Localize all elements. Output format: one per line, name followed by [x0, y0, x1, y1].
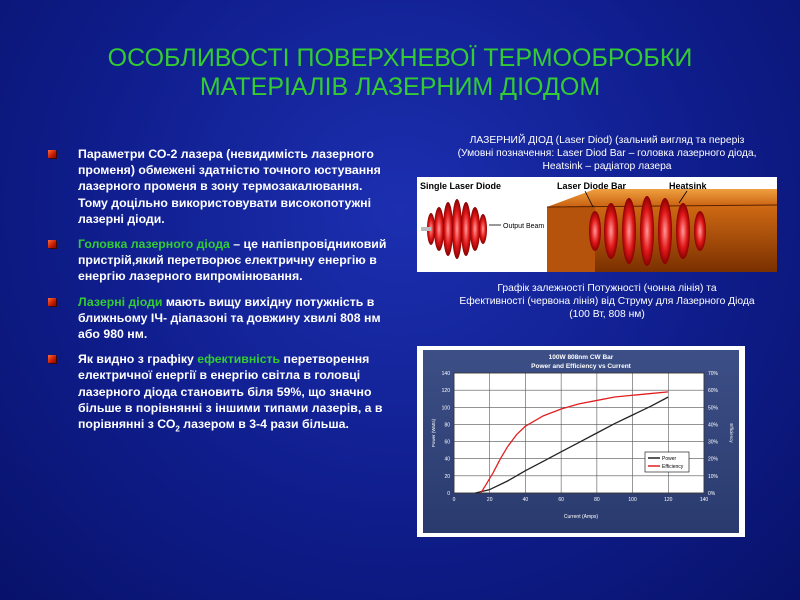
y-tick-label: 120: [441, 388, 450, 395]
title-line-1: ОСОБЛИВОСТІ ПОВЕРХНЕВОЇ ТЕРМООБРОБКИ: [107, 44, 693, 72]
bullet-highlight: Головка лазерного діода: [78, 237, 230, 252]
legend-power-label: Power: [662, 456, 677, 462]
x-tick-label: 60: [558, 497, 564, 503]
title-line-2: МАТЕРІАЛІВ ЛАЗЕРНИМ ДІОДОМ: [199, 73, 601, 101]
chart-caption-line-2: Ефективності (червона лінія) від Струму для Лазерного Діода: [459, 296, 755, 307]
y2-tick-label: 20%: [708, 456, 719, 463]
legend-efficiency-label: Efficiency: [662, 464, 684, 470]
chart-frame: [417, 346, 745, 537]
y-axis-label: Power (Watts): [431, 418, 436, 448]
x-tick-label: 100: [628, 497, 637, 503]
bullet-item: [44, 146, 389, 227]
power-efficiency-chart: [417, 346, 745, 537]
y2-tick-label: 10%: [708, 473, 719, 480]
y-tick-label: 140: [441, 371, 450, 377]
bullet-text: Параметри СО-2 лазера (невидимість лазерного променя) обмежені здатністю точного юстування лазерного променя в зону термозакалювання. Тому доцільно використовувати високопотужні лазерні діоди.: [78, 147, 381, 226]
bullet-text: – це напівпровідниковий пристрій,який перетворює електричну енергію в енергію лазерного випромінювання.: [78, 237, 387, 284]
bullet-square-icon: [48, 150, 56, 158]
y-tick-label: 60: [444, 439, 450, 446]
x-tick-label: 0: [452, 497, 456, 503]
diode-caption-line-1: ЛАЗЕРНИЙ ДІОД (Laser Diod) (зальний вигляд та переріз: [469, 135, 745, 146]
bullet-item: [44, 294, 389, 343]
laser-bar-label: Laser Diode Bar: [557, 181, 627, 191]
y2-tick-label: 30%: [708, 439, 719, 446]
bullet-square-icon: [48, 240, 56, 248]
laser-diode-image: [417, 177, 777, 272]
x-tick-label: 80: [594, 497, 600, 503]
slide-title: [40, 44, 760, 102]
x-tick-label: 140: [699, 497, 709, 503]
chart-subtitle: Power and Efficiency vs Current: [531, 363, 631, 370]
bullet-square-icon: [48, 298, 56, 306]
chart-caption-line-3: (100 Вт, 808 нм): [569, 309, 645, 320]
bullet-highlight: ефективність: [197, 352, 281, 367]
y2-tick-label: 60%: [708, 388, 719, 395]
bullet-item: [44, 351, 389, 437]
bullet-list: [44, 146, 389, 447]
bullet-subscript: 2: [175, 424, 180, 434]
heatsink-label: Heatsink: [669, 181, 707, 191]
output-beam-label: Output Beam: [503, 223, 545, 230]
single-diode-label: Single Laser Diode: [420, 181, 502, 191]
y-tick-label: 0: [447, 491, 450, 497]
bullet-square-icon: [48, 355, 56, 363]
x-tick-label: 40: [522, 497, 529, 503]
y2-axis-label: Efficiency: [729, 423, 734, 443]
laser-diode-illustration: [417, 177, 777, 272]
x-axis-label: Current (Amps): [563, 514, 599, 520]
x-tick-label: 20: [486, 497, 493, 503]
y2-tick-label: 0%: [708, 491, 716, 497]
bullet-text: перетворення електричної енергії в енергію світла в головці лазерного діода становить біля 59%, що значно більше в порівнянні з іншими типами лазерів, а в порівнянні з СО: [78, 352, 383, 432]
diode-caption-line-3: Heatsink – радіатор лазера: [542, 161, 672, 172]
chart-caption-line-1: Графік залежності Потужності (чонна лінія) та: [497, 283, 717, 294]
diode-caption: [412, 134, 800, 173]
chart-caption: [412, 282, 800, 321]
chart-legend: [645, 452, 689, 472]
y-tick-label: 20: [444, 473, 450, 480]
y2-tick-label: 50%: [708, 405, 719, 412]
y-tick-label: 40: [444, 456, 450, 463]
bullet-item: [44, 236, 389, 285]
bullet-text: лазером в 3-4 рази більша.: [179, 417, 349, 432]
bullet-text: мають вищу вихідну потужність в ближньому ІЧ- діапазоні та довжину хвилі 808 нм або 980 нм.: [78, 294, 381, 342]
diode-caption-line-2: (Умовні позначення: Laser Diod Bar – головка лазерного діода,: [457, 148, 757, 159]
single-diode-beam: [421, 199, 487, 259]
y2-tick-label: 70%: [708, 371, 719, 377]
x-tick-label: 120: [664, 497, 673, 503]
y-tick-label: 100: [441, 405, 450, 412]
chart-title: 100W 808nm CW Bar: [548, 354, 614, 361]
y-tick-label: 80: [444, 422, 450, 429]
bullet-text: Як видно з графіку: [78, 352, 198, 367]
bullet-highlight: Лазерні діоди: [78, 294, 163, 309]
y2-tick-label: 40%: [708, 422, 719, 429]
